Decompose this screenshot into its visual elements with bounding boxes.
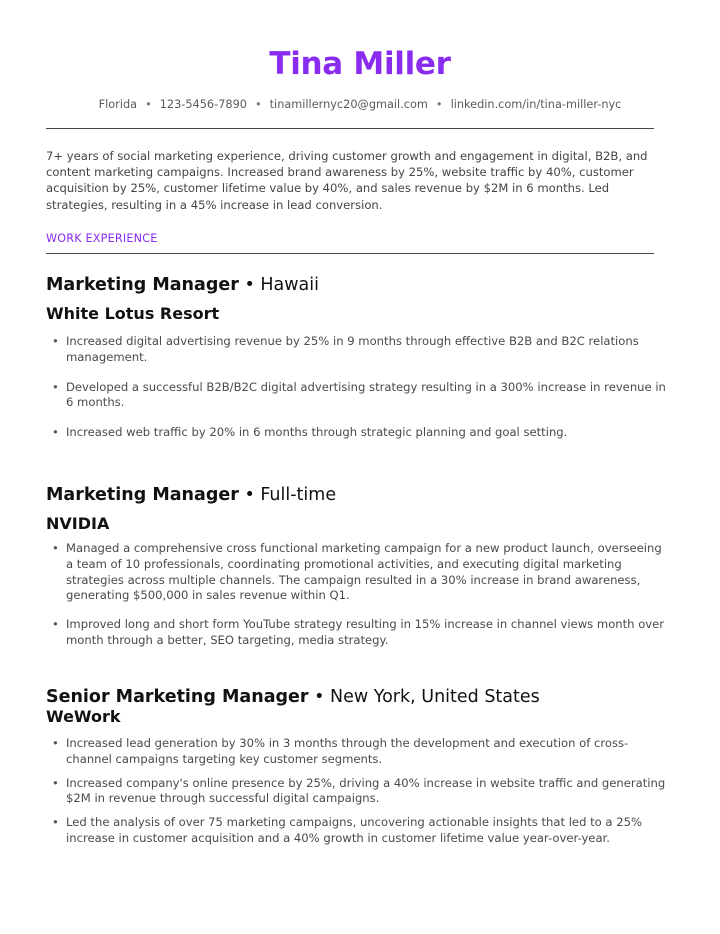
job-title [46, 275, 666, 295]
contact-phone: 123-5456-7890 [159, 98, 247, 111]
job-detail: • Full-time [244, 485, 337, 505]
candidate-name: Tina Miller [269, 46, 451, 82]
header-divider [46, 128, 654, 129]
contact-linkedin: linkedin.com/in/tina-miller-nyc [450, 98, 622, 111]
job-entry-white-lotus [46, 275, 666, 441]
professional-summary: 7+ years of social marketing experience, driving customer growth and engagement in digital, B2B, and content marketing campaigns. Increased brand awareness by 25%, website traffic by 40%, customer acquisition by 25%, customer lifetime value by 40%, and sales revenue by $2M in 6 months. Led strategies, resulting in a 45% increase in lead conversion. [46, 149, 648, 212]
bullet-item: • Improved long and short form YouTube strategy resulting in 15% increase in channel views month over month through a better, SEO targeting, media strategy. [46, 617, 666, 649]
job-title [46, 485, 666, 505]
section-divider [46, 253, 654, 254]
job-bullets [46, 541, 666, 649]
job-detail: • New York, United States [314, 687, 540, 707]
job-bullets [46, 736, 666, 847]
job-role: Marketing Manager [46, 485, 239, 505]
bullet-item: • Increased lead generation by 30% in 3 months through the development and execution of cross-channel campaigns targeting key customer segments. [46, 736, 666, 768]
contact-separator: • [254, 98, 262, 111]
contact-location: Florida [98, 98, 138, 111]
bullet-item: • Led the analysis of over 75 marketing campaigns, uncovering actionable insights that led to a 25% increase in customer acquisition and a 40% growth in customer lifetime value year-over-year. [46, 815, 666, 847]
company-name: White Lotus Resort [46, 304, 220, 323]
company-name: NVIDIA [46, 514, 110, 533]
bullet-item: • Increased company's online presence by 25%, driving a 40% increase in website traffic and generating $2M in revenue through successful digital campaigns. [46, 776, 666, 808]
job-title [46, 687, 666, 707]
contact-email: tinamillernyc20@gmail.com [269, 98, 428, 111]
job-entry-wework [46, 687, 666, 847]
job-role: Senior Marketing Manager [46, 687, 309, 707]
bullet-item: • Increased web traffic by 20% in 6 months through strategic planning and goal setting. [46, 425, 666, 441]
bullet-item: • Managed a comprehensive cross functional marketing campaign for a new product launch, overseeing a team of 10 professionals, coordinating promotional activities, and executing digital marketing strategies across multiple channels. The campaign resulted in a 30% increase in brand awareness, generating $500,000 in sales revenue within Q1. [46, 541, 666, 604]
bullet-item: • Developed a successful B2B/B2C digital advertising strategy resulting in a 300% increase in revenue in 6 months. [46, 380, 666, 412]
job-entry-nvidia [46, 485, 666, 649]
company-name: WeWork [46, 707, 121, 726]
section-title-work-experience: WORK EXPERIENCE [46, 232, 158, 245]
job-role: Marketing Manager [46, 275, 239, 295]
job-bullets [46, 334, 666, 441]
bullet-item: • Increased digital advertising revenue by 25% in 9 months through effective B2B and B2C relations management. [46, 334, 666, 366]
contact-separator: • [145, 98, 152, 111]
contact-separator: • [435, 98, 443, 111]
contact-line [0, 98, 720, 111]
job-detail: • Hawaii [244, 275, 319, 295]
